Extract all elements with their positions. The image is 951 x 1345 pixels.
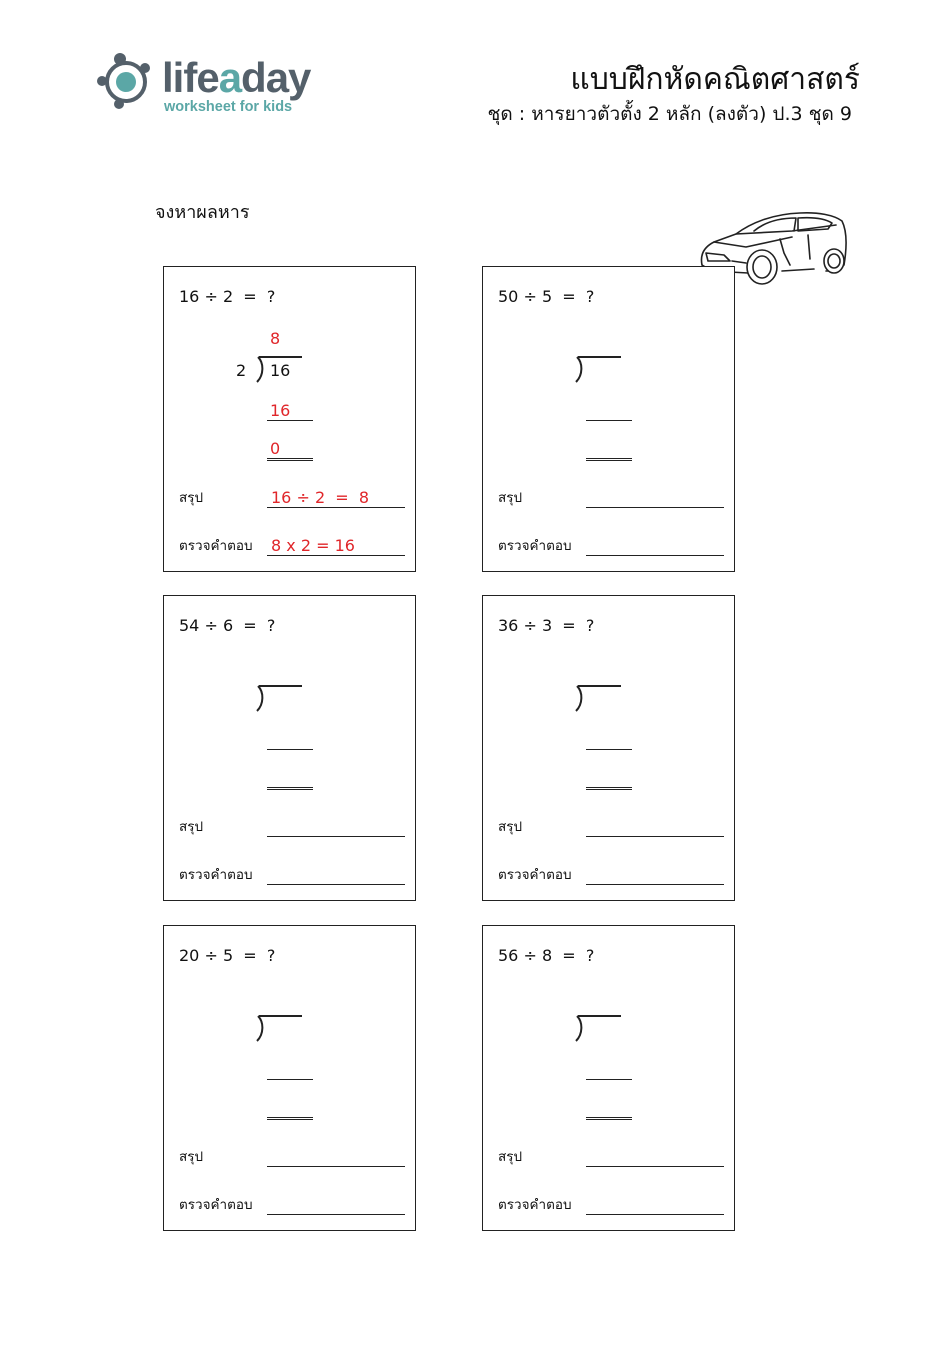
summary-answer-blank[interactable] (586, 817, 724, 837)
instruction-text: จงหาผลหาร (155, 202, 250, 223)
summary-label: สรุป (179, 819, 204, 835)
check-label: ตรวจคำตอบ (498, 1197, 572, 1213)
summary-answer-blank[interactable] (586, 1147, 724, 1167)
check-answer-blank[interactable] (586, 865, 724, 885)
quotient-value: 8 (270, 329, 281, 348)
summary-label: สรุป (498, 819, 523, 835)
worksheet-title: แบบฝึกหัดคณิตศาสตร์ (570, 62, 860, 97)
lifeaday-logo (96, 50, 336, 120)
summary-answer-blank[interactable] (586, 488, 724, 508)
check-label: ตรวจคำตอบ (179, 1197, 253, 1213)
problem-text: 56 ÷ 8 = ? (498, 946, 595, 965)
problem-text: 36 ÷ 3 = ? (498, 616, 595, 635)
subtraction-line[interactable] (586, 401, 632, 421)
long-division-bracket (573, 355, 623, 383)
check-answer-blank[interactable] (267, 865, 405, 885)
remainder-line: 0 (267, 439, 313, 461)
remainder-line[interactable] (586, 439, 632, 461)
long-division-bracket (254, 684, 304, 712)
divisor-value: 2 (236, 361, 247, 380)
summary-label: สรุป (179, 1149, 204, 1165)
dividend-value: 16 (270, 361, 291, 380)
subtraction-line[interactable] (586, 1060, 632, 1080)
problem-text: 54 ÷ 6 = ? (179, 616, 276, 635)
summary-label: สรุป (498, 490, 523, 506)
remainder-line[interactable] (267, 768, 313, 790)
check-answer-blank[interactable] (267, 1195, 405, 1215)
summary-label: สรุป (498, 1149, 523, 1165)
check-answer-blank[interactable] (586, 536, 724, 556)
summary-answer: 16 ÷ 2 = 8 (267, 488, 405, 508)
logo-tagline: worksheet for kids (164, 99, 293, 115)
problem-text: 20 ÷ 5 = ? (179, 946, 276, 965)
summary-answer-blank[interactable] (267, 1147, 405, 1167)
check-label: ตรวจคำตอบ (179, 867, 253, 883)
remainder-line[interactable] (586, 1098, 632, 1120)
remainder-line[interactable] (586, 768, 632, 790)
problem-card-5 (163, 925, 416, 1231)
subtraction-line[interactable] (267, 730, 313, 750)
summary-label: สรุป (179, 490, 204, 506)
problem-card-1 (163, 266, 416, 572)
subtraction-line: 16 (267, 401, 313, 421)
check-answer-blank[interactable] (586, 1195, 724, 1215)
problem-text: 50 ÷ 5 = ? (498, 287, 595, 306)
summary-answer-blank[interactable] (267, 817, 405, 837)
check-label: ตรวจคำตอบ (498, 867, 572, 883)
molecule-logo-icon (96, 50, 160, 114)
problem-card-3 (163, 595, 416, 901)
check-label: ตรวจคำตอบ (179, 538, 253, 554)
long-division-bracket (254, 1014, 304, 1042)
check-answer: 8 x 2 = 16 (267, 536, 405, 556)
problem-card-6 (482, 925, 735, 1231)
subtraction-line[interactable] (586, 730, 632, 750)
long-division-bracket (573, 684, 623, 712)
subtraction-line[interactable] (267, 1060, 313, 1080)
problem-card-2 (482, 266, 735, 572)
problem-text: 16 ÷ 2 = ? (179, 287, 276, 306)
check-label: ตรวจคำตอบ (498, 538, 572, 554)
logo-wordmark: lifeaday (162, 54, 311, 101)
worksheet-subtitle: ชุด : หารยาวตัวตั้ง 2 หลัก (ลงตัว) ป.3 ชุด 9 (487, 103, 852, 125)
remainder-line[interactable] (267, 1098, 313, 1120)
long-division-bracket (573, 1014, 623, 1042)
problem-card-4 (482, 595, 735, 901)
